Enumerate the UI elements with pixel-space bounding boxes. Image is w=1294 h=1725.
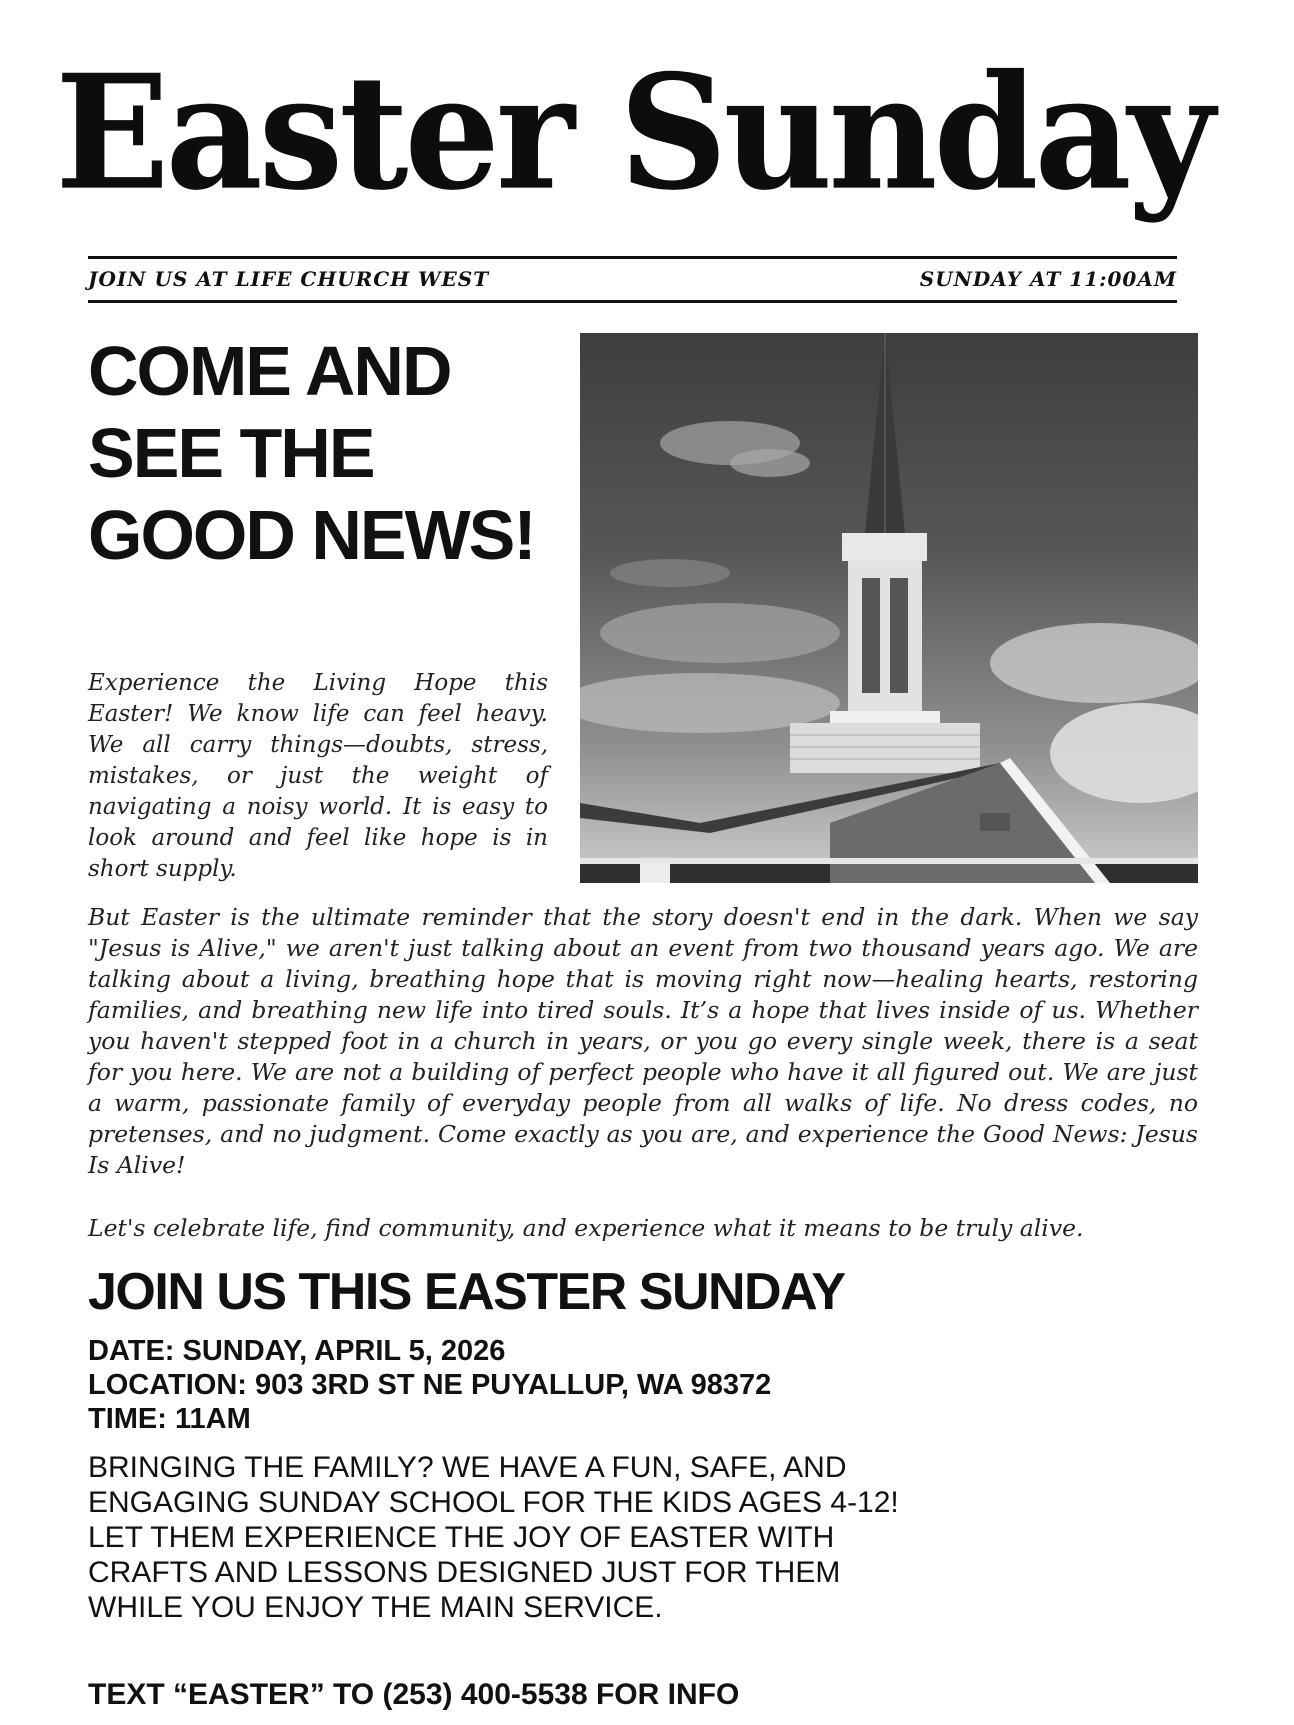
event-date: DATE: SUNDAY, APRIL 5, 2026 (88, 1335, 506, 1367)
church-illustration (580, 333, 1198, 883)
subheader-left: JOIN US AT LIFE CHURCH WEST (88, 267, 490, 291)
masthead (55, 30, 1211, 235)
intro-paragraph: Experience the Living Hope this Easter! We know life can feel heavy. We all carry things—doubts, stress, mistakes, or just the weight of navigating a noisy world. It is easy to look around and feel like hope is in short supply. (88, 670, 548, 882)
event-details (88, 1334, 1198, 1436)
event-time: TIME: 11AM (88, 1403, 251, 1435)
body-paragraph: But Easter is the ultimate reminder that the story doesn't end in the dark. When we say "Jesus is Alive," we aren't just talking about an event from two thousand years ago. We are talking about a living, breathing hope that is moving right now—healing hearts, restoring families, and breathing new life into tired souls. It’s a hope that lives inside of us. Whether you haven't stepped foot in a church in years, or you go every single week, there is a seat for you here. We are not a building of perfect people who have it all figured out. We are just a warm, passionate family of everyday people from all walks of life. No dress codes, no pretenses, and no judgment. Come exactly as you are, and experience the Good News: Jesus Is Alive! (88, 903, 1198, 1179)
headline: COME AND SEE THE GOOD NEWS! (88, 332, 535, 574)
top-rule (88, 256, 1177, 259)
family-paragraph: BRINGING THE FAMILY? WE HAVE A FUN, SAFE, AND ENGAGING SUNDAY SCHOOL FOR THE KIDS AGES 4-12! LET THEM EXPERIENCE THE JOY OF EASTER WITH CRAFTS AND LESSONS DESIGNED JUST FOR THEM WHILE YOU ENJOY THE MAIN SERVICE. (88, 1451, 899, 1624)
subheader-right: SUNDAY AT 11:00AM (919, 267, 1177, 291)
text-info-cta: TEXT “EASTER” TO (253) 400-5538 FOR INFO (88, 1678, 740, 1711)
closing-line: Let's celebrate life, find community, and experience what it means to be truly alive. (88, 1214, 1084, 1242)
bottom-rule (88, 300, 1177, 303)
event-location: LOCATION: 903 3RD ST NE PUYALLUP, WA 98372 (88, 1369, 772, 1401)
church-steeple-photo (580, 333, 1198, 883)
join-heading: JOIN US THIS EASTER SUNDAY (88, 1263, 845, 1321)
masthead-title: Easter Sunday (55, 40, 1211, 225)
subheader-bar (88, 264, 1177, 294)
